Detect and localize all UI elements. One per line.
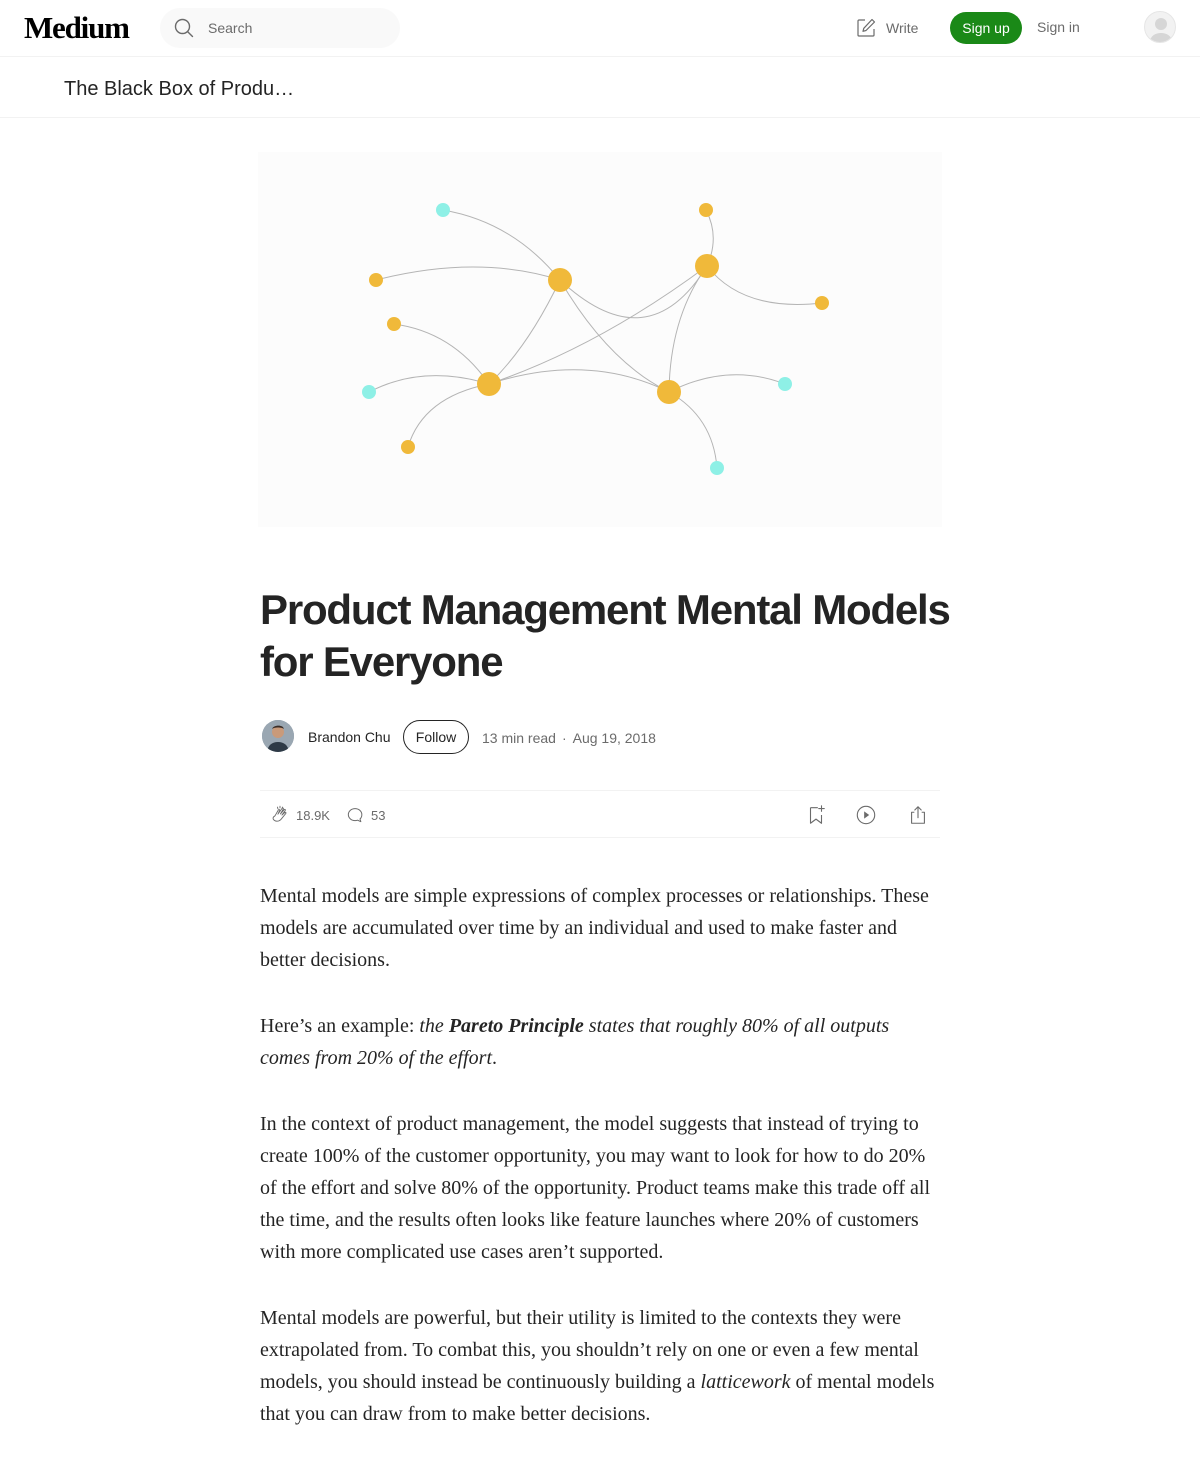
p4-b: of mental models that you can draw from to make better decisions. — [260, 1371, 935, 1425]
article-action-bar — [260, 790, 940, 838]
paragraph-2 — [260, 1010, 940, 1074]
article-title: Product Management Mental Models for Everyone — [260, 586, 950, 685]
search-input[interactable] — [208, 8, 388, 48]
publish-date: Aug 19, 2018 — [572, 730, 656, 746]
write-label: Write — [886, 20, 919, 36]
pareto-principle-term: Pareto Principle — [448, 1015, 584, 1037]
article-meta — [482, 730, 656, 746]
search-box[interactable] — [160, 8, 400, 48]
share-icon — [907, 804, 929, 826]
bookmark-icon — [805, 804, 827, 826]
latticework-term: latticework — [700, 1371, 791, 1393]
network-graph-illustration — [258, 152, 942, 527]
clap-count: 18.9K — [296, 807, 330, 823]
response-count: 53 — [371, 807, 386, 823]
medium-logo[interactable]: Medium — [24, 10, 129, 45]
author-name[interactable]: Brandon Chu — [308, 729, 391, 745]
paragraph-3: In the context of product management, the model suggests that instead of trying to create 100% of the customer opportunity, you may want to look for how to do 20% of the effort and solve 80% of the opportunity. Product teams make this trade off all the time, and the results often looks like feature launches where 20% of customers with more complicated use cases aren’t supported. — [260, 1113, 931, 1263]
meta-separator: · — [561, 730, 567, 746]
write-button[interactable] — [856, 17, 918, 39]
play-icon — [855, 804, 877, 826]
search-icon — [174, 18, 194, 38]
paragraph-4 — [260, 1302, 940, 1430]
follow-button[interactable]: Follow — [403, 720, 469, 754]
sign-up-button[interactable]: Sign up — [950, 12, 1022, 44]
author-photo-icon — [262, 720, 294, 752]
p2-lead: Here’s an example: — [260, 1015, 420, 1037]
top-nav — [0, 0, 1200, 57]
article-body — [260, 880, 940, 1464]
paragraph-1: Mental models are simple expressions of complex processes or relationships. These models are accumulated over time by an individual and used to make faster and better decisions. — [260, 885, 929, 971]
p4-a: Mental models are powerful, but their utility is limited to the contexts they were extrapolated from. To combat this, you shouldn’t rely on one or even a few mental models, you should instead be continuously building a — [260, 1307, 919, 1393]
write-icon — [856, 18, 876, 38]
publication-name[interactable]: The Black Box of Produ… — [64, 78, 295, 100]
p2-end: . — [492, 1047, 498, 1069]
response-icon — [345, 805, 365, 825]
author-avatar[interactable] — [262, 720, 294, 752]
user-avatar[interactable] — [1144, 11, 1176, 43]
responses-button[interactable] — [345, 805, 385, 825]
p2-em-a: the — [419, 1015, 449, 1037]
listen-button[interactable] — [855, 804, 877, 826]
user-icon — [1145, 12, 1176, 43]
sign-in-link[interactable]: Sign in — [1037, 19, 1080, 35]
share-button[interactable] — [907, 804, 929, 826]
read-time: 13 min read — [482, 730, 556, 746]
bookmark-button[interactable] — [805, 804, 827, 826]
hero-image — [258, 152, 942, 527]
clap-icon — [270, 805, 290, 825]
p2-em-b: states that roughly 80% of all outputs comes from 20% of the effort — [260, 1015, 890, 1069]
clap-button[interactable] — [270, 805, 330, 825]
